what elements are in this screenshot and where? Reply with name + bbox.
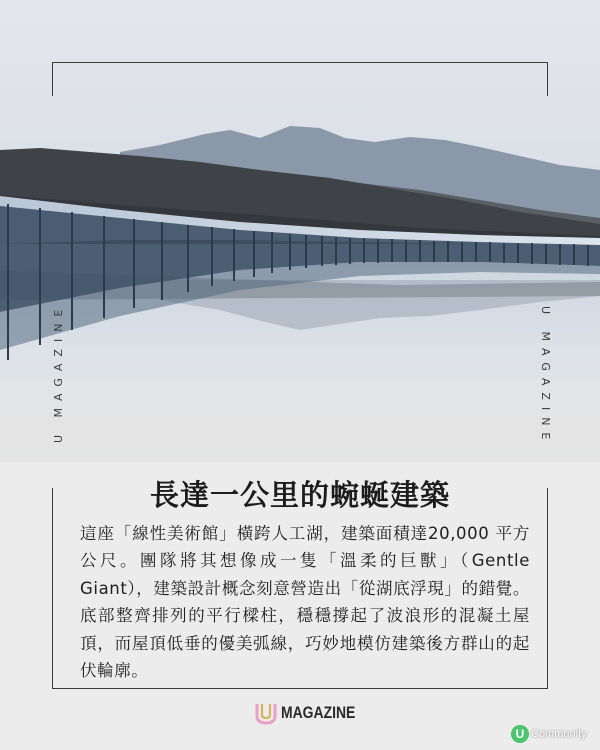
frame-right-lower-line bbox=[547, 488, 548, 688]
side-label-right: U MAGAZINE bbox=[539, 306, 552, 447]
frame-top-line bbox=[52, 62, 548, 63]
side-label-left: U MAGAZINE bbox=[52, 302, 65, 443]
brand-logo bbox=[254, 699, 372, 727]
u-community-icon: U bbox=[511, 725, 529, 743]
frame-right-line bbox=[547, 62, 548, 96]
frame-bottom-line bbox=[52, 688, 548, 689]
brand-name: MAGAZINE bbox=[281, 703, 356, 722]
frame-left-lower-line bbox=[52, 488, 53, 688]
community-logo bbox=[511, 724, 587, 744]
frame-left-line bbox=[52, 62, 53, 96]
article-body: 這座「線性美術館」橫跨人工湖，建築面積達20,000 平方公尺。團隊將其想像成一隻「溫柔的巨獸」（Gentle Giant），建築設計概念刻意營造出「從湖底浮現」的錯覺。底部整齊排列的平行樑柱，穩穩撐起了波浪形的混凝土屋頂，而屋頂低垂的優美弧線，巧妙地模仿建築後方群山的起伏輪廓。 bbox=[80, 524, 530, 681]
article-headline: 長達一公里的蜿蜒建築 bbox=[149, 478, 450, 512]
u-magazine-logo-icon bbox=[254, 701, 278, 725]
community-name: Community bbox=[531, 728, 587, 740]
